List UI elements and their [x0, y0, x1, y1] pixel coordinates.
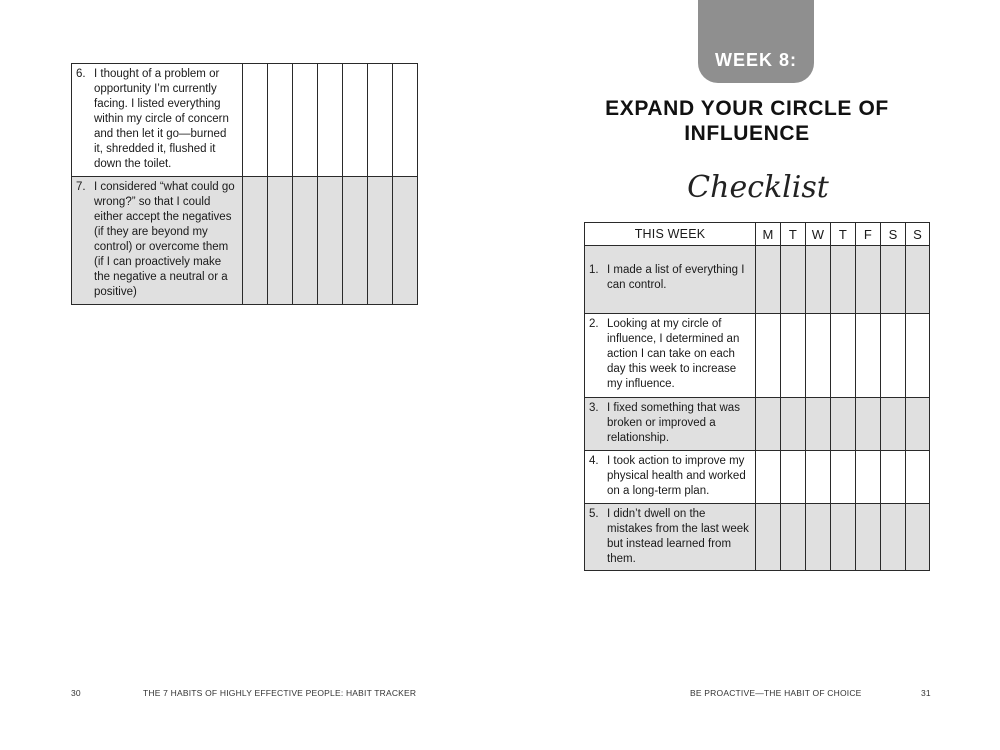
- day-checkbox[interactable]: [756, 398, 781, 451]
- day-checkbox[interactable]: [781, 451, 806, 504]
- day-checkbox[interactable]: [781, 398, 806, 451]
- item-text: I considered “what could go wrong?” so that I could either accept the negatives (if they are beyond my control) or overcome them (if I can proactively make the negative a neutral or a positive): [94, 181, 235, 298]
- item-text: Looking at my circle of influence, I determined an action I can take on each day this week to increase my influence.: [607, 318, 740, 390]
- running-header-right: BE PROACTIVE—THE HABIT OF CHOICE: [690, 688, 862, 698]
- day-checkbox[interactable]: [393, 177, 418, 305]
- day-checkbox[interactable]: [881, 451, 906, 504]
- day-checkbox[interactable]: [368, 177, 393, 305]
- running-header-left: THE 7 HABITS OF HIGHLY EFFECTIVE PEOPLE: HABIT TRACKER: [143, 688, 417, 698]
- day-checkbox[interactable]: [881, 314, 906, 398]
- day-header-wed: W: [806, 223, 831, 246]
- table-row: [585, 451, 930, 504]
- day-checkbox[interactable]: [906, 314, 930, 398]
- table-row: [585, 314, 930, 398]
- item-number: 2.: [589, 318, 599, 330]
- day-checkbox[interactable]: [831, 504, 856, 571]
- table-row: [72, 177, 418, 305]
- checklist-item-7: [72, 177, 243, 305]
- right-page: [500, 0, 1000, 750]
- item-number: 3.: [589, 402, 599, 414]
- this-week-header: THIS WEEK: [585, 223, 756, 246]
- day-checkbox[interactable]: [318, 177, 343, 305]
- day-checkbox[interactable]: [343, 64, 368, 177]
- day-checkbox[interactable]: [881, 398, 906, 451]
- day-header-fri: F: [856, 223, 881, 246]
- table-row: [585, 398, 930, 451]
- day-checkbox[interactable]: [268, 177, 293, 305]
- day-checkbox[interactable]: [881, 504, 906, 571]
- item-number: 4.: [589, 455, 599, 467]
- checklist-item-2: [585, 314, 756, 398]
- day-checkbox[interactable]: [856, 246, 881, 314]
- week-tab: [698, 0, 814, 83]
- day-checkbox[interactable]: [831, 398, 856, 451]
- item-number: 6.: [76, 68, 86, 80]
- item-text: I didn’t dwell on the mistakes from the last week but instead learned from them.: [607, 508, 749, 565]
- day-checkbox[interactable]: [806, 398, 831, 451]
- day-checkbox[interactable]: [756, 504, 781, 571]
- day-header-mon: M: [756, 223, 781, 246]
- day-checkbox[interactable]: [268, 64, 293, 177]
- weekly-checklist-table: [584, 222, 930, 571]
- day-checkbox[interactable]: [856, 504, 881, 571]
- day-checkbox[interactable]: [293, 177, 318, 305]
- day-checkbox[interactable]: [781, 246, 806, 314]
- day-checkbox[interactable]: [368, 64, 393, 177]
- table-row: [585, 246, 930, 314]
- checklist-item-5: [585, 504, 756, 571]
- day-checkbox[interactable]: [756, 451, 781, 504]
- day-checkbox[interactable]: [881, 246, 906, 314]
- day-checkbox[interactable]: [243, 64, 268, 177]
- checklist-item-1: [585, 246, 756, 314]
- day-checkbox[interactable]: [856, 398, 881, 451]
- item-text: I took action to improve my physical health and worked on a long-term plan.: [607, 455, 746, 497]
- page-number-right: 31: [921, 688, 931, 698]
- item-text: I made a list of everything I can control.: [607, 264, 745, 291]
- day-checkbox[interactable]: [906, 504, 930, 571]
- item-number: 7.: [76, 181, 86, 193]
- item-number: 5.: [589, 508, 599, 520]
- table-row: [585, 504, 930, 571]
- item-number: 1.: [589, 264, 599, 276]
- day-checkbox[interactable]: [243, 177, 268, 305]
- checklist-item-4: [585, 451, 756, 504]
- checklist-item-6: [72, 64, 243, 177]
- table-row: [72, 64, 418, 177]
- day-checkbox[interactable]: [756, 314, 781, 398]
- day-checkbox[interactable]: [806, 246, 831, 314]
- day-checkbox[interactable]: [393, 64, 418, 177]
- day-checkbox[interactable]: [781, 504, 806, 571]
- day-checkbox[interactable]: [343, 177, 368, 305]
- left-checklist-table: [71, 63, 418, 305]
- day-checkbox[interactable]: [756, 246, 781, 314]
- page-number-left: 30: [71, 688, 81, 698]
- day-checkbox[interactable]: [906, 398, 930, 451]
- checklist-item-3: [585, 398, 756, 451]
- day-header-sat: S: [881, 223, 906, 246]
- day-header-sun: S: [906, 223, 930, 246]
- day-checkbox[interactable]: [856, 451, 881, 504]
- day-checkbox[interactable]: [906, 451, 930, 504]
- day-checkbox[interactable]: [806, 451, 831, 504]
- day-header-tue: T: [781, 223, 806, 246]
- day-checkbox[interactable]: [781, 314, 806, 398]
- day-checkbox[interactable]: [831, 246, 856, 314]
- item-text: I fixed something that was broken or improved a relationship.: [607, 402, 740, 444]
- item-text: I thought of a problem or opportunity I’m currently facing. I listed everything within my circle of concern and then let it go—burned it, shredded it, flushed it down the toilet.: [94, 68, 229, 170]
- day-checkbox[interactable]: [906, 246, 930, 314]
- day-checkbox[interactable]: [806, 314, 831, 398]
- day-checkbox[interactable]: [856, 314, 881, 398]
- checklist-heading: Checklist: [687, 170, 829, 205]
- table-header-row: [585, 223, 930, 246]
- day-checkbox[interactable]: [293, 64, 318, 177]
- day-checkbox[interactable]: [806, 504, 831, 571]
- day-header-thu: T: [831, 223, 856, 246]
- day-checkbox[interactable]: [318, 64, 343, 177]
- page-title: EXPAND YOUR CIRCLE OF INFLUENCE: [605, 97, 889, 145]
- week-label: WEEK 8:: [714, 50, 797, 70]
- day-checkbox[interactable]: [831, 314, 856, 398]
- day-checkbox[interactable]: [831, 451, 856, 504]
